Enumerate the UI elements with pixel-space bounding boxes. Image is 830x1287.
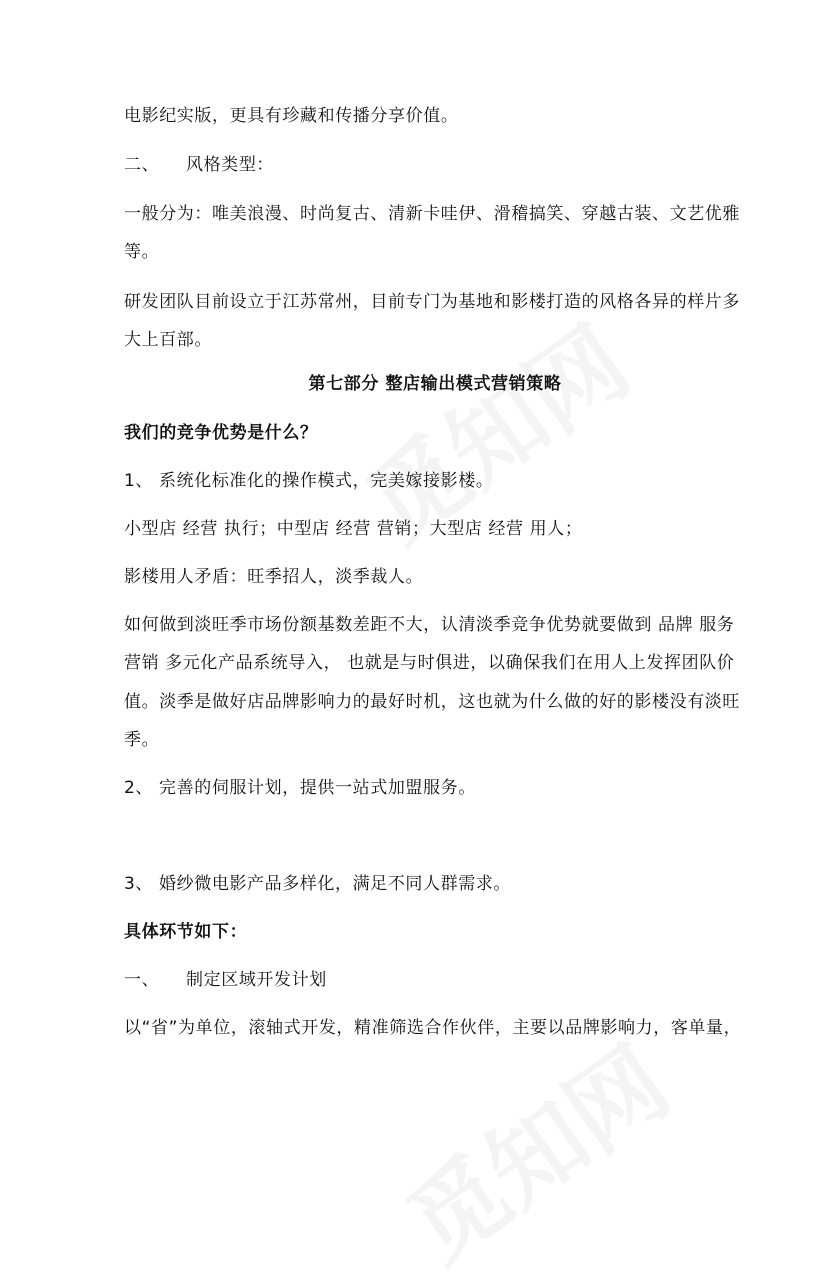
heading-text: 制定区域开发计划 xyxy=(186,970,327,990)
paragraph-line: 以“省”为单位，滚轴式开发，精准筛选合作伙伴，主要以品牌影响力，客单量， xyxy=(124,1018,742,1038)
paragraph-line: 等。 xyxy=(124,242,160,262)
paragraph-line: 如何做到淡旺季市场份额基数差距不大，认清淡季竞争优势就要做到 品牌 服务 xyxy=(124,615,735,635)
paragraph-line: 大上百部。 xyxy=(124,330,212,350)
heading-region-plan xyxy=(124,970,327,990)
heading-number: 二、 xyxy=(124,155,160,175)
list-item: 2、 完善的伺服计划，提供一站式加盟服务。 xyxy=(124,778,476,798)
paragraph-line: 电影纪实版，更具有珍藏和传播分享价值。 xyxy=(124,106,459,126)
paragraph-line: 值。淡季是做好店品牌影响力的最好时机，这也就为什么做的好的影楼没有淡旺 xyxy=(124,692,740,712)
paragraph-line: 营销 多元化产品系统导入， 也就是与时俱进，以确保我们在用人上发挥团队价 xyxy=(124,653,735,673)
list-item: 1、 系统化标准化的操作模式，完美嫁接影楼。 xyxy=(124,471,494,491)
paragraph-line: 小型店 经营 执行；中型店 经营 营销；大型店 经营 用人； xyxy=(124,519,583,539)
paragraph-line: 影楼用人矛盾：旺季招人，淡季裁人。 xyxy=(124,567,424,587)
list-item: 3、 婚纱微电影产品多样化，满足不同人群需求。 xyxy=(124,874,512,894)
section-title: 第七部分 整店输出模式营销策略 xyxy=(308,374,562,394)
heading-number: 一、 xyxy=(124,970,160,990)
detail-title: 具体环节如下： xyxy=(124,922,248,942)
watermark xyxy=(377,1010,691,1287)
paragraph-line: 研发团队目前设立于江苏常州，目前专门为基地和影楼打造的风格各异的样片多 xyxy=(124,292,740,312)
paragraph-line: 一般分为：唯美浪漫、时尚复古、清新卡哇伊、滑稽搞笑、穿越古装、文艺优雅 xyxy=(124,204,740,224)
heading-style-types xyxy=(124,155,274,175)
question-title: 我们的竞争优势是什么？ xyxy=(124,423,318,443)
paragraph-line: 季。 xyxy=(124,730,160,750)
heading-text: 风格类型： xyxy=(186,155,275,175)
